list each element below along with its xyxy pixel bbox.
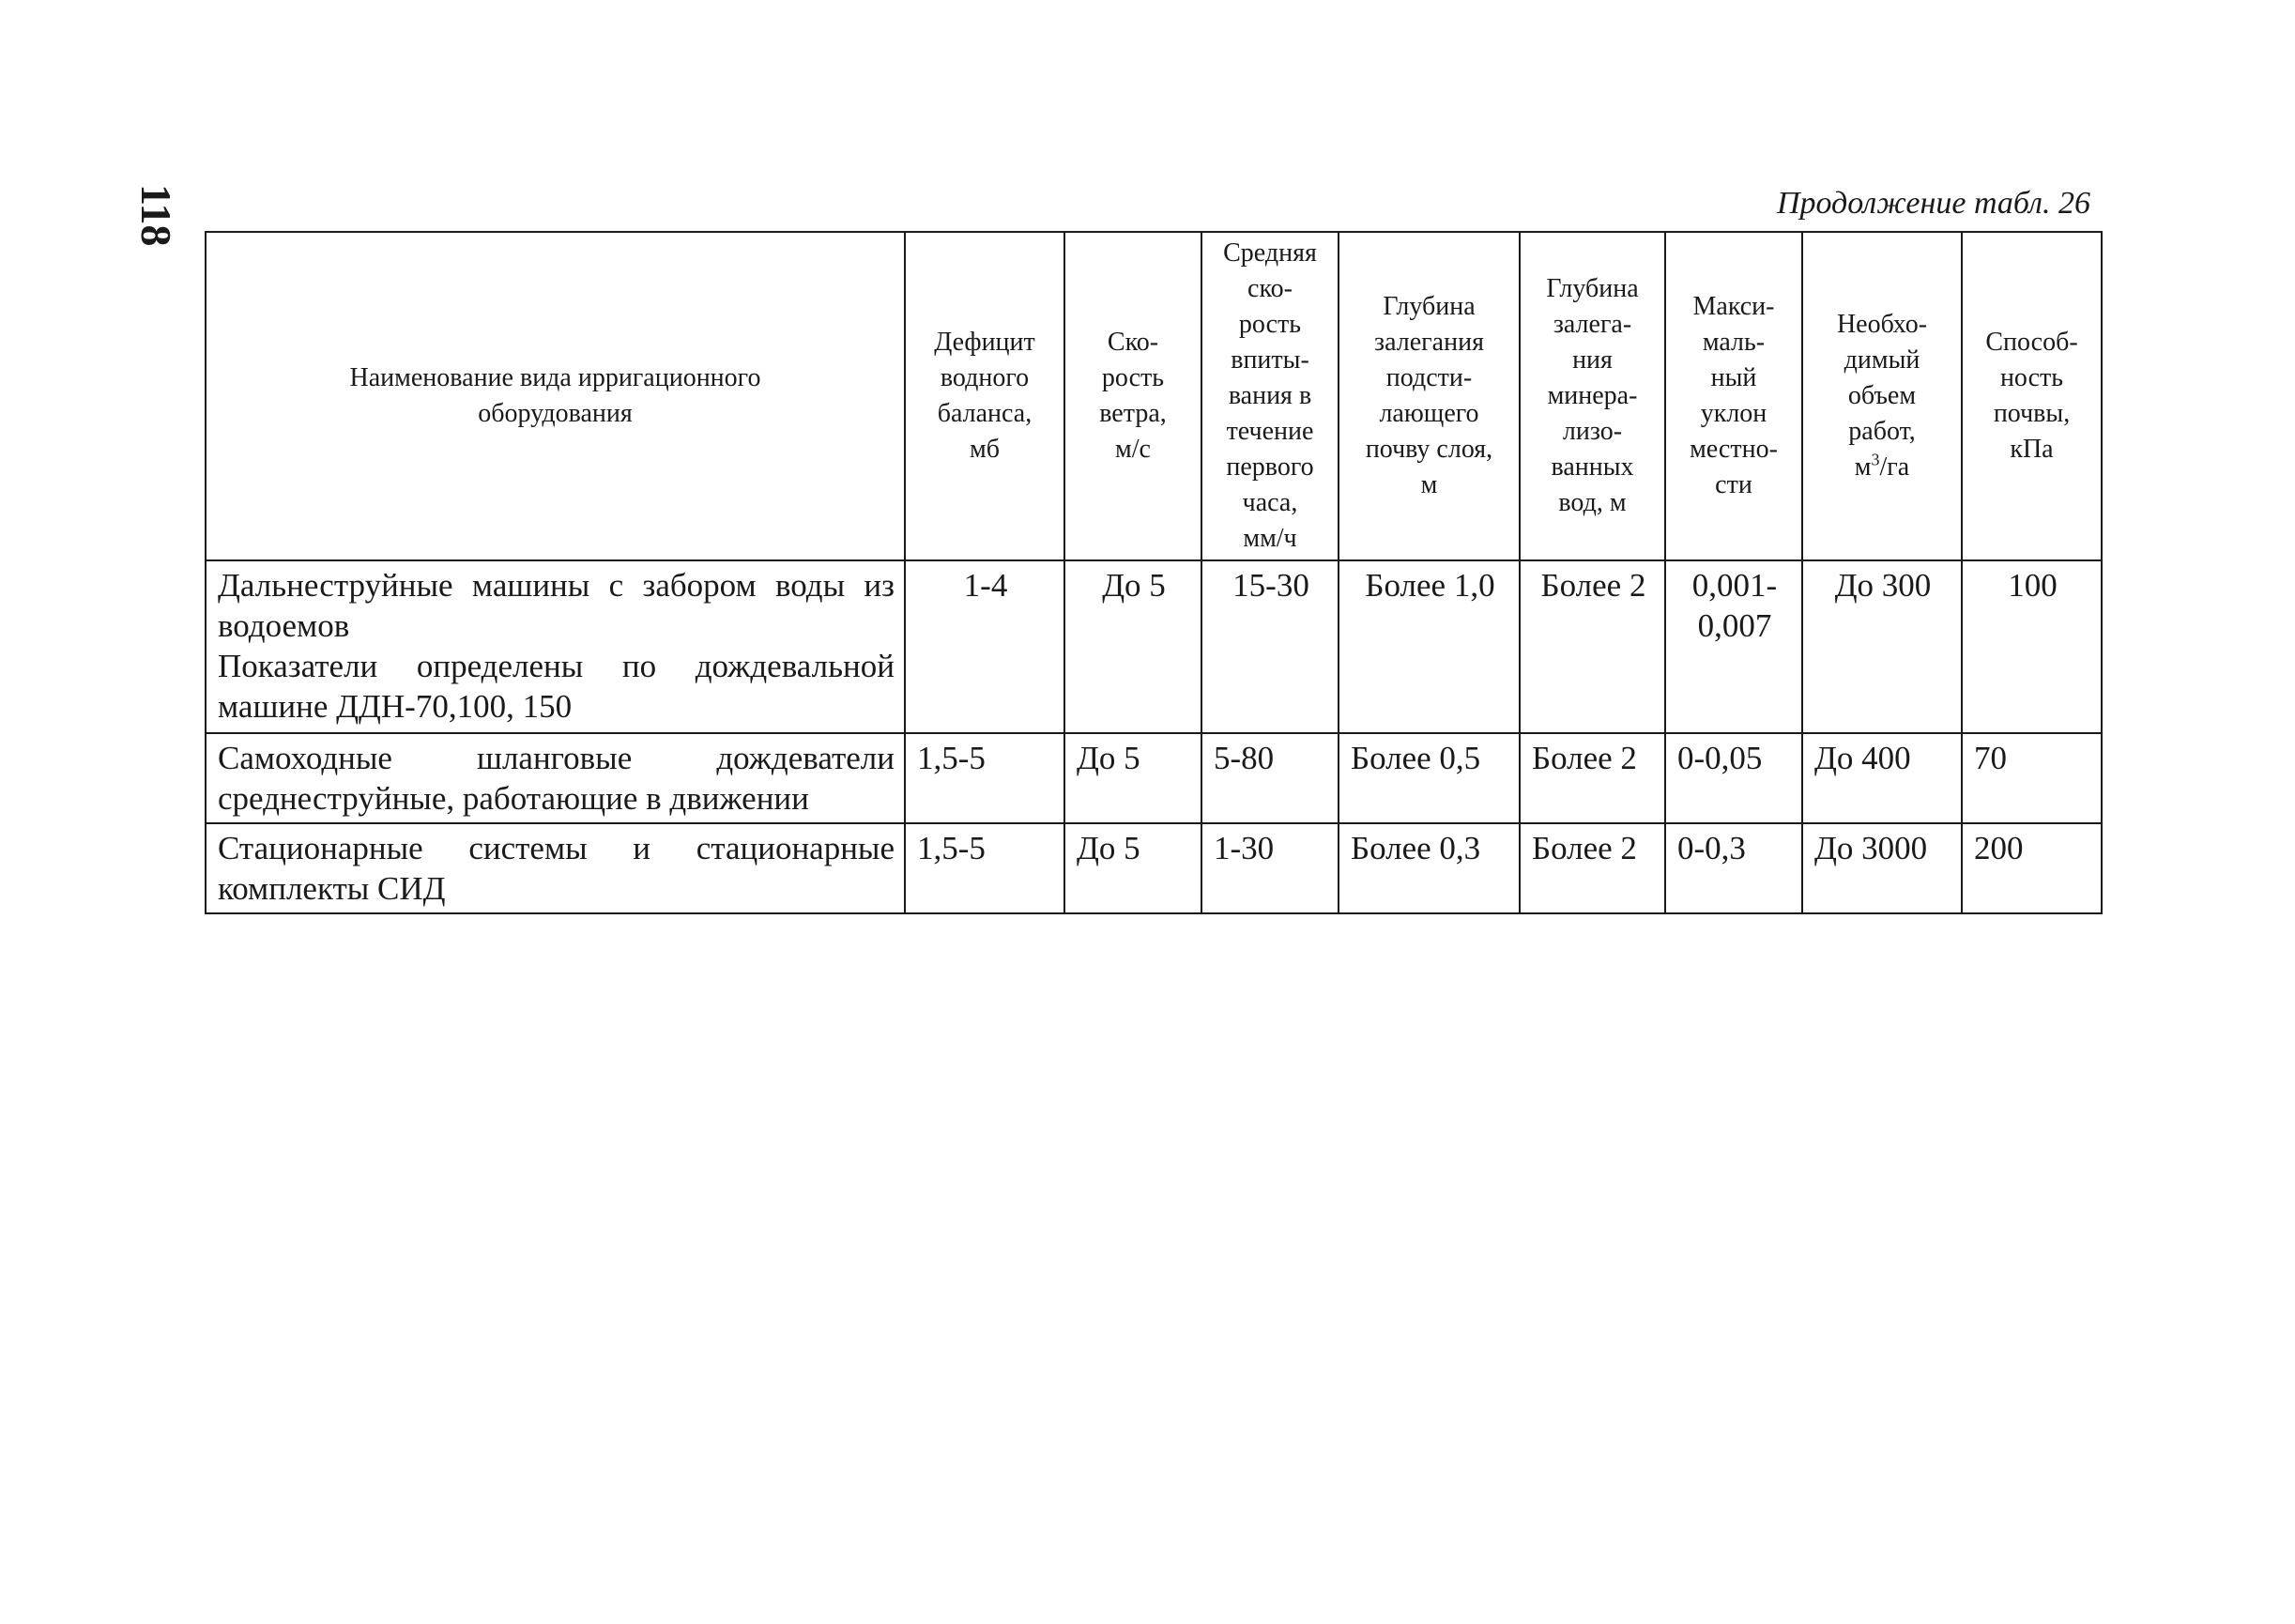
header-soil-capacity: Способ- ность почвы, кПа: [1962, 232, 2102, 560]
header-underlying-layer-depth: Глубина залегания подсти- лающего почву слоя, м: [1339, 232, 1520, 560]
mineral-water-depth-cell: Более 2: [1520, 823, 1665, 913]
header-water-deficit: Дефицит водного баланса, мб: [905, 232, 1064, 560]
water-deficit-cell: 1,5-5: [905, 823, 1064, 913]
work-volume-cell: До 400: [1802, 733, 1962, 823]
equipment-name-cell: Самоходные шланговые дождеватели среднеструйные, работающие в движении: [206, 733, 905, 823]
header-infiltration-rate: Средняя ско- рость впиты- вания в течение первого часа, мм/ч: [1201, 232, 1339, 560]
irrigation-equipment-table: [205, 231, 2103, 914]
soil-capacity-cell: 200: [1962, 823, 2102, 913]
equipment-name-cell: Стационарные системы и стационарные комплекты СИД: [206, 823, 905, 913]
equipment-name-cell: Дальнеструйные машины с забором воды из водоемов Показатели определены по дождевальной машине ДДН-70,100, 150: [206, 560, 905, 733]
table-continuation-label: Продолжение табл. 26: [1776, 186, 2090, 221]
work-volume-cell: До 300: [1802, 560, 1962, 733]
header-equipment-name: Наименование вида ирригационного оборудования: [206, 232, 905, 560]
mineral-water-depth-cell: Более 2: [1520, 560, 1665, 733]
infiltration-rate-cell: 15-30: [1201, 560, 1339, 733]
wind-speed-cell: До 5: [1064, 823, 1201, 913]
mineral-water-depth-cell: Более 2: [1520, 733, 1665, 823]
table-row: [206, 823, 2102, 913]
header-mineral-water-depth: Глубина залега- ния минера- лизо- ванных вод, м: [1520, 232, 1665, 560]
work-volume-cell: До 3000: [1802, 823, 1962, 913]
wind-speed-cell: До 5: [1064, 560, 1201, 733]
max-slope-cell: 0-0,05: [1665, 733, 1802, 823]
header-wind-speed: Ско- рость ветра, м/с: [1064, 232, 1201, 560]
table-row: [206, 733, 2102, 823]
header-work-volume: Необхо- димый объем работ, $м^3/га$: [1802, 232, 1962, 560]
underlying-layer-depth-cell: Более 1,0: [1339, 560, 1520, 733]
table-header-row: [206, 232, 2102, 560]
table-row: [206, 560, 2102, 733]
underlying-layer-depth-cell: Более 0,3: [1339, 823, 1520, 913]
soil-capacity-cell: 70: [1962, 733, 2102, 823]
infiltration-rate-cell: 5-80: [1201, 733, 1339, 823]
underlying-layer-depth-cell: Более 0,5: [1339, 733, 1520, 823]
wind-speed-cell: До 5: [1064, 733, 1201, 823]
soil-capacity-cell: 100: [1962, 560, 2102, 733]
max-slope-cell: 0,001- 0,007: [1665, 560, 1802, 733]
infiltration-rate-cell: 1-30: [1201, 823, 1339, 913]
max-slope-cell: 0-0,3: [1665, 823, 1802, 913]
water-deficit-cell: 1-4: [905, 560, 1064, 733]
header-max-slope: Макси- маль- ный уклон местно- сти: [1665, 232, 1802, 560]
water-deficit-cell: 1,5-5: [905, 733, 1064, 823]
page-number: 118: [132, 184, 180, 247]
